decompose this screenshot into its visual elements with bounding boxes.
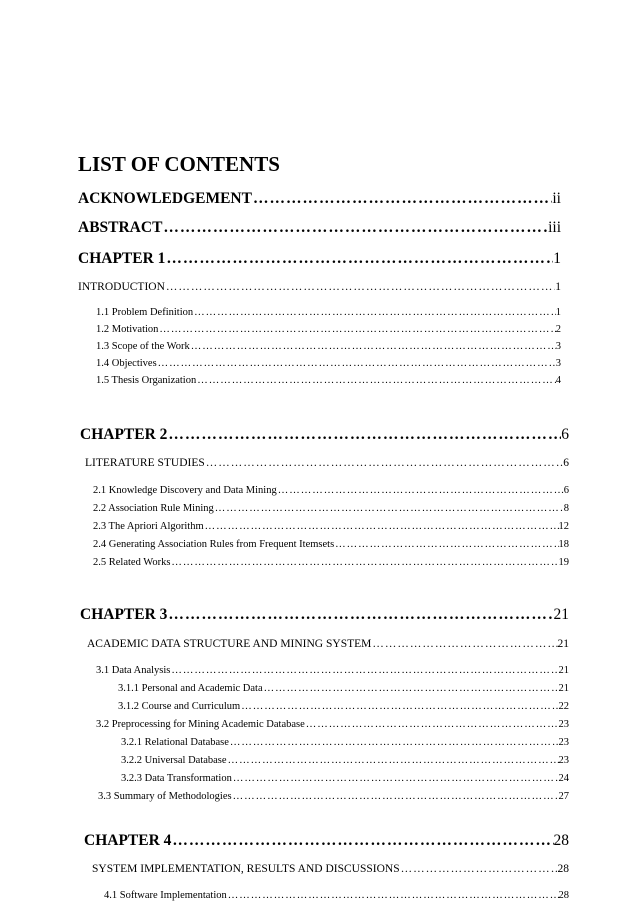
entry-label: LITERATURE STUDIES (85, 457, 205, 469)
toc-entry-introduction[interactable] (78, 281, 561, 293)
entry-page: 23 (558, 719, 569, 730)
entry-page: 22 (558, 701, 569, 712)
toc-entry-1-4[interactable] (96, 358, 561, 369)
entry-page: 23 (558, 755, 569, 766)
entry-label: 2.1 Knowledge Discovery and Data Mining (93, 485, 277, 496)
toc-entry-system-implementation[interactable] (92, 863, 569, 875)
toc-entry-3-2-3[interactable] (121, 773, 569, 784)
dot-leader (193, 307, 556, 318)
entry-label: 4.1 Software Implementation (104, 890, 227, 901)
dot-leader (167, 606, 553, 624)
dot-leader (229, 737, 559, 748)
toc-entry-2-2[interactable] (93, 503, 569, 514)
dot-leader (252, 190, 552, 208)
dot-leader (214, 503, 564, 514)
toc-entry-chapter-1[interactable] (78, 250, 561, 268)
entry-page: 1 (555, 307, 561, 318)
entry-page: 18 (558, 539, 569, 550)
entry-page: 1 (553, 250, 561, 267)
entry-label: 2.3 The Apriori Algorithm (93, 521, 204, 532)
entry-label: SYSTEM IMPLEMENTATION, RESULTS AND DISCUSSIONS (92, 863, 400, 875)
entry-label: 3.3 Summary of Methodologies (98, 791, 232, 802)
entry-label: 3.1.2 Course and Curriculum (118, 701, 241, 712)
entry-label: 3.2.1 Relational Database (121, 737, 229, 748)
dot-leader (171, 832, 553, 850)
entry-page: iii (548, 219, 561, 236)
toc-entry-3-2-2[interactable] (121, 755, 569, 766)
toc-entry-4-1[interactable] (104, 890, 569, 901)
dot-leader (196, 375, 556, 386)
entry-label: 2.2 Association Rule Mining (93, 503, 214, 514)
dot-leader (305, 719, 559, 730)
dot-leader (371, 638, 557, 650)
entry-page: 4 (555, 375, 561, 386)
dot-leader (162, 219, 548, 237)
dot-leader (167, 426, 561, 444)
dot-leader (157, 358, 556, 369)
entry-page: 28 (557, 863, 569, 875)
toc-entry-1-3[interactable] (96, 341, 561, 352)
entry-label: 3.2.3 Data Transformation (121, 773, 232, 784)
entry-label: CHAPTER 1 (78, 250, 166, 267)
page-title: LIST OF CONTENTS (78, 152, 280, 176)
toc-entry-2-3[interactable] (93, 521, 569, 532)
dot-leader (232, 773, 559, 784)
entry-page: 3 (555, 341, 561, 352)
toc-entry-2-4[interactable] (93, 539, 569, 550)
entry-page: 12 (558, 521, 569, 532)
toc-entry-chapter-2[interactable] (80, 426, 569, 444)
entry-page: 8 (563, 503, 569, 514)
toc-entry-2-5[interactable] (93, 557, 569, 568)
entry-label: ACADEMIC DATA STRUCTURE AND MINING SYSTEM (87, 638, 372, 650)
entry-label: INTRODUCTION (78, 281, 165, 293)
entry-page: 23 (558, 737, 569, 748)
dot-leader (165, 250, 553, 268)
entry-label: 1.3 Scope of the Work (96, 341, 190, 352)
toc-entry-3-2[interactable] (96, 719, 569, 730)
dot-leader (158, 324, 555, 335)
entry-page: 6 (561, 426, 569, 443)
entry-label: 3.1 Data Analysis (96, 665, 171, 676)
entry-label: 3.2.2 Universal Database (121, 755, 227, 766)
entry-page: 6 (563, 457, 569, 469)
entry-page: 21 (553, 606, 569, 623)
entry-label: 2.4 Generating Association Rules from Frequent Itemsets (93, 539, 335, 550)
entry-label: 2.5 Related Works (93, 557, 171, 568)
entry-page: 28 (553, 832, 569, 849)
entry-page: 2 (555, 324, 561, 335)
toc-entry-1-2[interactable] (96, 324, 561, 335)
entry-page: 1 (555, 281, 561, 293)
toc-entry-acknowledgement[interactable] (78, 190, 561, 208)
entry-label: 1.4 Objectives (96, 358, 157, 369)
dot-leader (240, 701, 558, 712)
entry-label: CHAPTER 4 (84, 832, 172, 849)
entry-page: 3 (555, 358, 561, 369)
dot-leader (170, 557, 558, 568)
entry-page: 21 (557, 638, 569, 650)
toc-entry-academic-data-structure[interactable] (87, 638, 569, 650)
dot-leader (263, 683, 559, 694)
entry-page: 6 (563, 485, 569, 496)
entry-page: 28 (558, 890, 569, 901)
toc-entry-abstract[interactable] (78, 219, 561, 237)
toc-entry-3-1-1[interactable] (118, 683, 569, 694)
entry-label: 3.1.1 Personal and Academic Data (118, 683, 263, 694)
dot-leader (227, 755, 559, 766)
dot-leader (400, 863, 558, 875)
toc-entry-chapter-4[interactable] (84, 832, 569, 850)
entry-label: 3.2 Preprocessing for Mining Academic Database (96, 719, 305, 730)
dot-leader (205, 457, 563, 469)
entry-label: ACKNOWLEDGEMENT (78, 190, 252, 207)
toc-entry-3-1-2[interactable] (118, 701, 569, 712)
entry-page: 21 (558, 665, 569, 676)
toc-entry-chapter-3[interactable] (80, 606, 569, 624)
dot-leader (204, 521, 559, 532)
entry-label: 1.2 Motivation (96, 324, 159, 335)
dot-leader (232, 791, 559, 802)
toc-entry-3-3[interactable] (98, 791, 569, 802)
entry-page: ii (552, 190, 561, 207)
dot-leader (165, 281, 555, 293)
entry-label: ABSTRACT (78, 219, 163, 236)
dot-leader (190, 341, 556, 352)
entry-page: 27 (558, 791, 569, 802)
dot-leader (227, 890, 559, 901)
entry-label: 1.1 Problem Definition (96, 307, 194, 318)
entry-page: 19 (558, 557, 569, 568)
entry-label: 1.5 Thesis Organization (96, 375, 197, 386)
toc-entry-1-5[interactable] (96, 375, 561, 386)
entry-label: CHAPTER 2 (80, 426, 168, 443)
toc-entry-3-1[interactable] (96, 665, 569, 676)
toc-entry-2-1[interactable] (93, 485, 569, 496)
dot-leader (170, 665, 558, 676)
dot-leader (334, 539, 558, 550)
dot-leader (277, 485, 564, 496)
toc-entry-literature-studies[interactable] (85, 457, 569, 469)
entry-page: 24 (558, 773, 569, 784)
entry-page: 21 (558, 683, 569, 694)
toc-entry-1-1[interactable] (96, 307, 561, 318)
toc-entry-3-2-1[interactable] (121, 737, 569, 748)
entry-label: CHAPTER 3 (80, 606, 168, 623)
